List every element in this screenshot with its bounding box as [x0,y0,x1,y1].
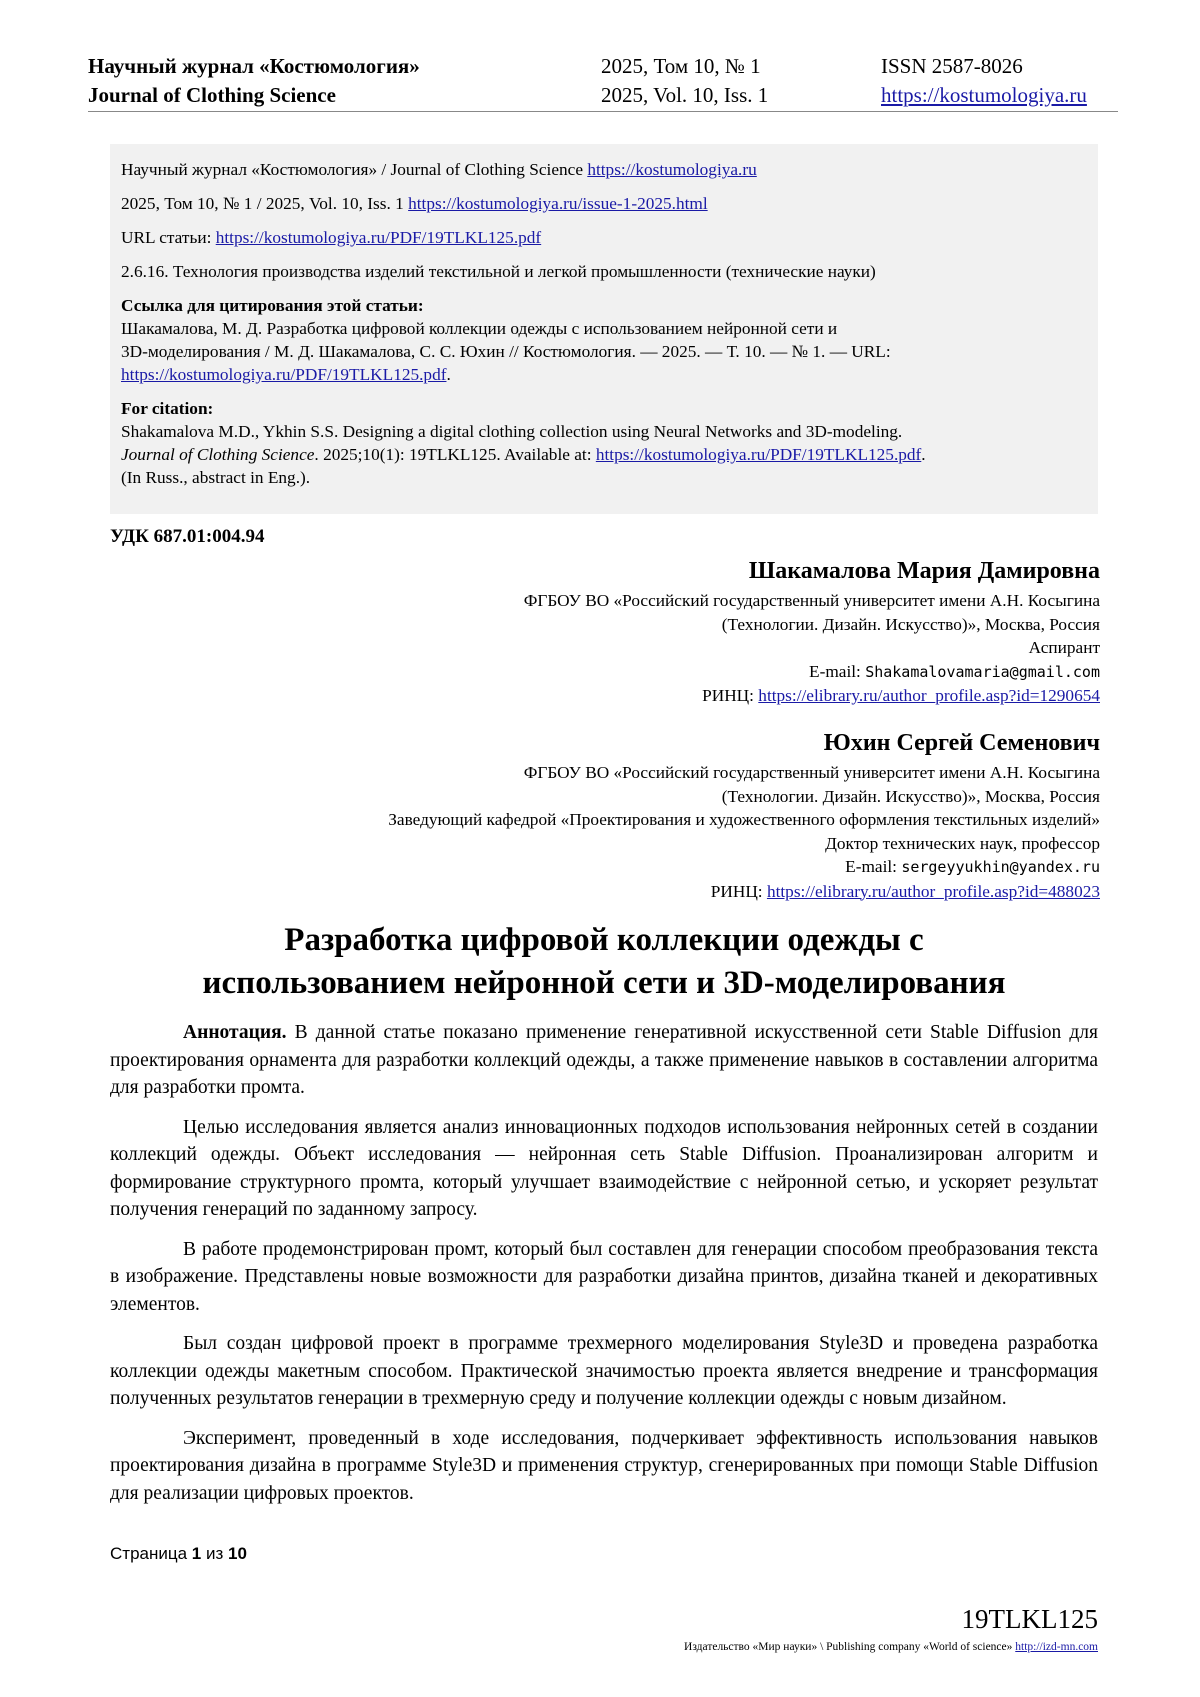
citation-en-label: For citation: [121,399,214,418]
author-org: ФГБОУ ВО «Российский государственный университет имени А.Н. Косыгина [523,763,1100,782]
author-position: Аспирант [1028,638,1100,657]
author-position: Заведующий кафедрой «Проектирования и художественного оформления текстильных изделий» [388,810,1100,829]
author-org: ФГБОУ ВО «Российский государственный университет имени А.Н. Косыгина [523,591,1100,610]
abstract-paragraph: Эксперимент, проведенный в ходе исследования, подчеркивает эффективность использования навыков проектирования дизайна в программе Style3D и применения структур, сгенерированных при помощи Stable Diffusion для реализации цифровых проектов. [110,1427,1098,1504]
header-issue [601,52,768,110]
publisher-link[interactable]: http://izd-mn.com [1015,1641,1098,1653]
author-block [524,555,1100,708]
author-name: Юхин Сергей Семенович [823,730,1100,756]
abstract-paragraph: В работе продемонстрирован промт, который был составлен для генерации способом преобразования текста в изображение. Представлены новые возможности для разработки дизайна принтов, дизайна тканей и декоративных элементов. [110,1238,1098,1315]
author-degree: Доктор технических наук, профессор [825,833,1100,853]
issn: ISSN 2587-8026 [881,54,1023,78]
article-title-line2: использованием нейронной сети и 3D-моделирования [202,965,1006,1001]
citation-en-link[interactable]: https://kostumologiya.ru/PDF/19TLKL125.pdf [595,445,922,464]
article-title [110,919,1098,1005]
author-org-cont: (Технологии. Дизайн. Искусство)», Москва, Россия [721,786,1100,806]
author-block [388,727,1100,903]
info-url-line: URL статьи: https://kostumologiya.ru/PDF/19TLKL125.pdf [121,228,542,247]
abstract-label: Аннотация. [183,1022,287,1043]
header-issn [881,52,1087,110]
abstract-paragraph: Аннотация. В данной статье показано применение генеративной искусственной сети Stable Diffusion для проектирования орнамента для разработки коллекций одежды, а также применение навыков в составлении алгоритма для разработки промта. [110,1022,1098,1098]
author-org-cont: (Технологии. Дизайн. Искусство)», Москва, Россия [721,614,1100,634]
issue-ru: 2025, Том 10, № 1 [601,54,761,78]
abstract [110,1019,1098,1519]
site-link[interactable]: https://kostumologiya.ru [881,83,1087,107]
journal-link[interactable]: https://kostumologiya.ru [587,160,757,179]
author-rinc: РИНЦ: https://elibrary.ru/author_profile.asp?id=1290654 [702,686,1100,705]
author-email: E-mail: sergeyyukhin@yandex.ru [845,857,1100,876]
article-code: 19TLKL125 [961,1604,1098,1634]
journal-name-en: Journal of Clothing Science [88,83,336,107]
issue-link[interactable]: https://kostumologiya.ru/issue-1-2025.html [408,194,708,213]
citation-en [121,397,1087,489]
citation-en-line2: Journal of Clothing Science. 2025;10(1): 19TLKL125. Available at: https://kostumologiya.ru/PDF/19TLKL125.pdf. [121,445,926,464]
author-rinc: РИНЦ: https://elibrary.ru/author_profile.asp?id=488023 [710,881,1100,901]
journal-name-ru: Научный журнал «Костюмология» [88,54,420,78]
citation-ru: Ссылка для цитирования этой статьи: Шакамалова, М. Д. Разработка цифровой коллекции одежды с использованием нейронной сети и 3D-моделирования / М. Д. Шакамалова, С. С. Юхин // Костюмология. — 2025. — Т. 10. — № 1. — URL: https://kostumologiya.ru/PDF/19TLKL125.pdf. [121,294,1087,386]
rinc-link[interactable]: https://elibrary.ru/author_profile.asp?id=488023 [766,881,1100,901]
issue-en: 2025, Vol. 10, Iss. 1 [601,83,769,107]
author-name: Шакамалова Мария Дамировна [748,558,1100,584]
article-url-link[interactable]: https://kostumologiya.ru/PDF/19TLKL125.pdf [215,228,542,247]
rinc-link[interactable]: https://elibrary.ru/author_profile.asp?id=1290654 [758,686,1100,705]
publisher-footer: Издательство «Мир науки» \ Publishing company «World of science» http://izd-mn.com [684,1641,1098,1653]
header-journal-names [88,52,420,110]
abstract-paragraph: Был создан цифровой проект в программе трехмерного моделирования Style3D и проведена разработка коллекции одежды макетным способом. Практической значимостью проекта является внедрение и трансформация полученных результатов генерации в трехмерную среду и получение коллекции одежды с новым дизайном. [110,1333,1098,1409]
page-number: Страница 1 из 10 [110,1544,247,1563]
info-journal-line: Научный журнал «Костюмология» / Journal of Clothing Science https://kostumologiya.ru [121,160,757,179]
citation-ru-label: Ссылка для цитирования этой статьи: [121,296,424,315]
citation-ru-line2: 3D-моделирования / М. Д. Шакамалова, С. С. Юхин // Костюмология. — 2025. — Т. 10. — № 1. — URL: [121,342,891,361]
article-title-line1: Разработка цифровой коллекции одежды с [284,922,924,958]
author-email: E-mail: Shakamalovamaria@gmail.com [809,661,1100,681]
citation-ru-line1: Шакамалова, М. Д. Разработка цифровой коллекции одежды с использованием нейронной сети и [121,319,838,338]
info-issue-line: 2025, Том 10, № 1 / 2025, Vol. 10, Iss. 1 https://kostumologiya.ru/issue-1-2025.html [121,194,708,213]
citation-en-line3: (In Russ., abstract in Eng.). [121,468,311,487]
abstract-paragraph: Целью исследования является анализ инновационных подходов использования нейронных сетей в создании коллекций одежды. Объект исследования — нейронная сеть Stable Diffusion. Проанализирован алгоритм и формирование структурного промта, который улучшает взаимодействие с нейронной сетью, и ускоряет результат получения генераций по заданному запросу. [110,1116,1098,1220]
udk-code: УДК 687.01:004.94 [110,526,265,547]
header-divider [88,111,1118,112]
article-info-box [110,144,1098,514]
citation-en-line1: Shakamalova M.D., Ykhin S.S. Designing a digital clothing collection using Neural Networks and 3D-modeling. [121,422,903,441]
info-specialty-line: 2.6.16. Технология производства изделий текстильной и легкой промышленности (технические науки) [121,262,876,281]
citation-ru-link[interactable]: https://kostumologiya.ru/PDF/19TLKL125.pdf [121,365,447,384]
